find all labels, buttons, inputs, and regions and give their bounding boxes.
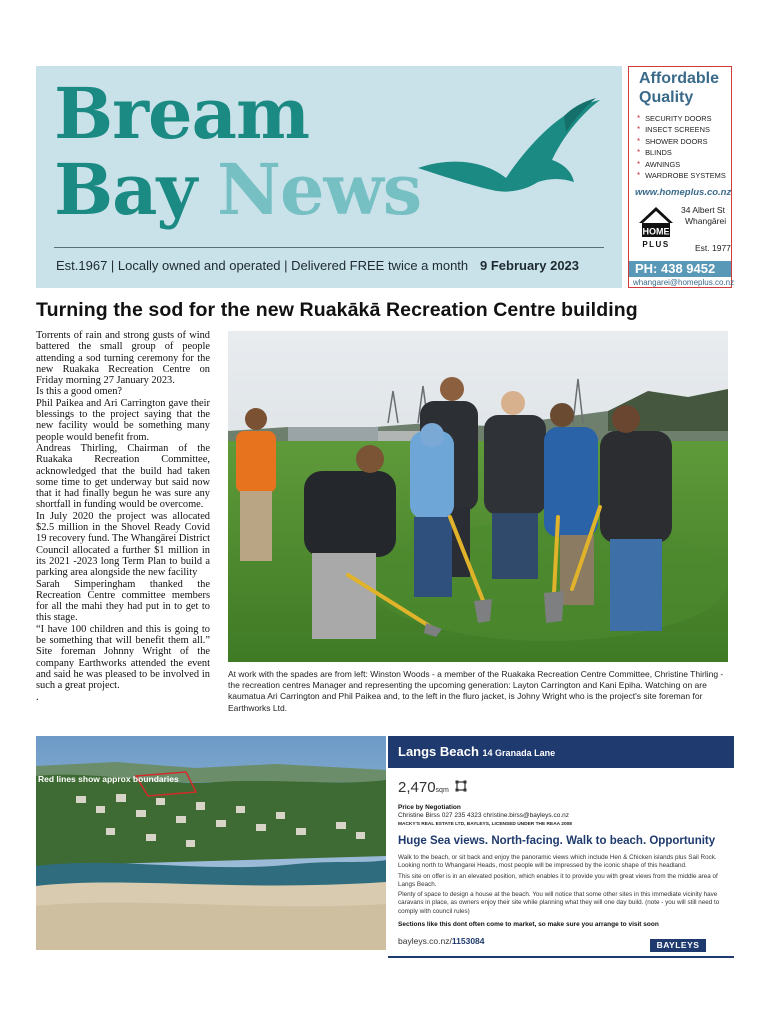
property-aerial-photo: [36, 736, 386, 950]
masthead: [36, 66, 622, 288]
property-description-paragraph: This site on offer is in an elevated position, which enables it to provide you with great views from the middle area of Langs Beach.: [398, 872, 718, 888]
advert-product-item: * INSECT SCREENS: [637, 124, 726, 135]
property-license: MACKY'S REAL ESTATE LTD, BAYLEYS, LICENSED UNDER THE REAA 2008: [398, 822, 572, 827]
advert-product-list: [637, 113, 726, 181]
article-headline: Turning the sod for the new Ruakākā Recreation Centre building: [36, 299, 638, 321]
property-area: [398, 779, 449, 796]
advert-email-link[interactable]: whangarei@homeplus.co.nz: [633, 278, 735, 287]
property-listing-link[interactable]: [398, 936, 485, 946]
masthead-title-bream: Bream: [54, 72, 310, 155]
homeplus-logo-text-bottom: PLUS: [642, 240, 670, 249]
property-agent[interactable]: Christine Birss 027 235 4323 christine.birss@bayleys.co.nz: [398, 812, 569, 819]
property-area-value: 2,470: [398, 779, 436, 796]
property-bottom-rule: [388, 956, 734, 958]
seagull-logo-icon: [414, 82, 604, 202]
advert-website-link[interactable]: www.homeplus.co.nz: [635, 187, 732, 198]
article-paragraph: .: [36, 691, 39, 703]
advert-product-item: * AWNINGS: [637, 159, 726, 170]
property-call-to-action: Sections like this dont often come to market, so make sure you arrange to visit soon: [398, 921, 659, 928]
article-body: [36, 330, 210, 703]
advert-product-item: * SECURITY DOORS: [637, 113, 726, 124]
property-description: [398, 854, 732, 918]
homeplus-logo-text-top: HOME: [642, 226, 670, 237]
property-link-id: 1153084: [451, 936, 485, 946]
advert-title: Affordable Quality: [639, 70, 719, 106]
advert-product-item: * SHOWER DOORS: [637, 136, 726, 147]
issue-date: 9 February 2023: [480, 258, 580, 273]
property-headline: Huge Sea views. North-facing. Walk to beach. Opportunity: [398, 835, 716, 847]
property-link-prefix: bayleys.co.nz/: [398, 936, 452, 946]
advert-address-line1: 34 Albert St: [681, 205, 725, 215]
sod-turning-photo: [228, 331, 728, 662]
article-paragraph: Phil Paikea and Ari Carrington gave their blessings to the project saying that the new facility would be something many people would benefit from.: [36, 397, 210, 443]
masthead-title-bay: Bay: [54, 148, 197, 231]
article-paragraph: In July 2020 the project was allocated $2.5 million in the Shovel Ready Covid 19 recovery fund. The Whangārei District Council allocated a further $1 million in its 2021 -2023 long Term Plan to build a parking area alongside the new facility: [36, 510, 210, 579]
property-title: [398, 744, 555, 759]
advert-phone[interactable]: PH: 438 9452: [635, 261, 716, 276]
article-paragraph: Is this a good omen?: [36, 386, 122, 398]
masthead-divider: [54, 247, 604, 248]
property-area-unit: sqm: [435, 787, 449, 794]
article-paragraph: Andreas Thirling, Chairman of the Ruakaka Recreation Committee, acknowledged that the build had taken some time to get underway but said now that it had finally begun he was sure any shortfall in funding would be overcome.: [36, 442, 210, 511]
article-paragraph: “I have 100 children and this is going to be something that will benefit them all.” Site foreman Johnny Wright of the company Earthworks attended the event and said he was pleased to be involved in such a great project.: [36, 623, 210, 692]
article-paragraph: Sarah Simperingham thanked the Recreation Centre committee members for all the mahi they had put in to get to this stage.: [36, 578, 210, 624]
property-price: Price by Negotiation: [398, 804, 461, 811]
advert-product-item: * WARDROBE SYSTEMS: [637, 170, 726, 181]
homeplus-advert[interactable]: [628, 66, 735, 288]
property-description-paragraph: Walk to the beach, or sit back and enjoy the panoramic views which include Hen & Chicken islands plus Sail Rock. Looking north to Whangarei Heads, most people will be impressed by the iconic shape of this headland.: [398, 854, 717, 870]
masthead-title-news: News: [217, 148, 422, 231]
property-address: 14 Granada Lane: [482, 748, 556, 758]
masthead-tagline: Est.1967 | Locally owned and operated | Delivered FREE twice a month: [56, 258, 469, 273]
advert-address-line2: Whangārei: [685, 216, 727, 226]
advert-established: Est. 1977: [695, 243, 731, 253]
advert-product-item: * BLINDS: [637, 147, 726, 158]
property-description-paragraph: Plenty of space to design a house at the beach. You will notice that some other sites in this immediate vicinity have caravans in place, as owners enjoy their site while planning what they will one day build. (note - you will still need to comply with council rules): [398, 891, 720, 915]
photo-caption: At work with the spades are from left: Winston Woods - a member of the Ruakaka Recreation Centre Committee, Christine Thirling - the recreation centres Manager and representing the upcoming generation: Layton Carrington and Kani Epiha. Watching on are kaumatua Ari Carrington and Phil Paikea and, to the left in the fluro jacket, is Johny Wright who is the project's site foreman for Earthworks Ltd.: [228, 669, 724, 713]
homeplus-logo: [637, 203, 675, 255]
property-photo-label: Red lines show approx boundaries: [38, 774, 179, 784]
land-area-icon: [455, 780, 467, 792]
property-location: Langs Beach: [398, 744, 479, 759]
article-paragraph: Torrents of rain and strong gusts of wind battered the small group of people attending a sod turning ceremony for the new Ruakaka Recreation Centre on Friday morning 27 January 2023.: [36, 330, 210, 387]
bayleys-logo: BAYLEYS: [650, 939, 706, 952]
